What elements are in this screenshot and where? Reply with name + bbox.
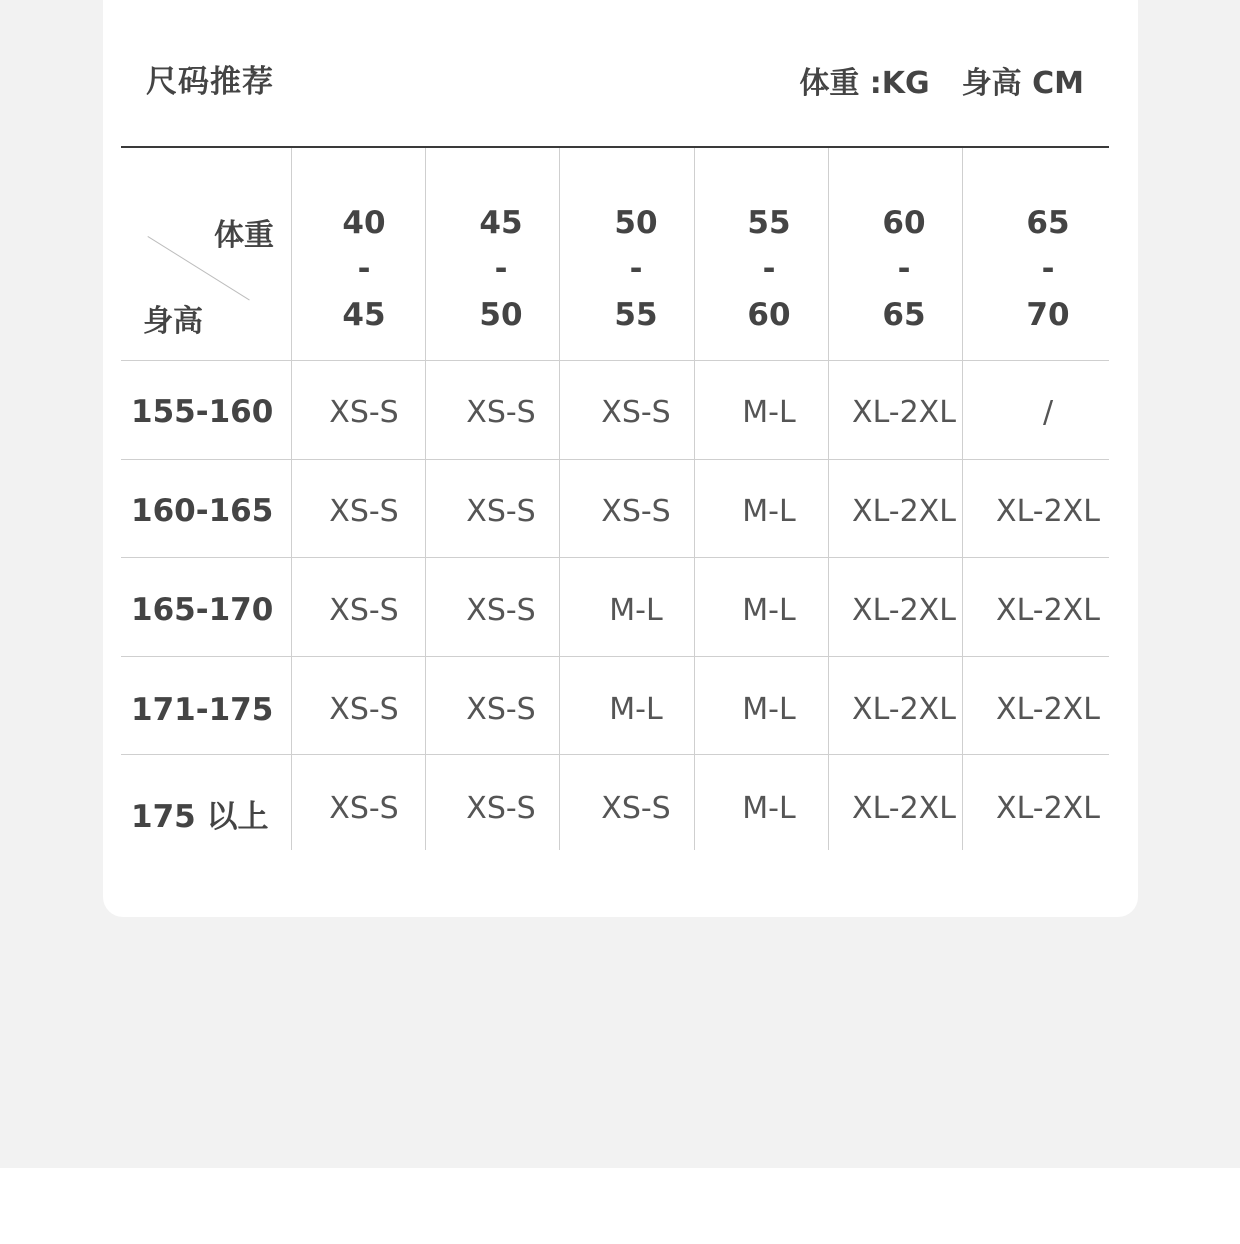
size-cell: M-L xyxy=(609,593,663,628)
height-row-label: 165-170 xyxy=(131,592,274,628)
row-divider xyxy=(121,754,1109,755)
size-cell: / xyxy=(1042,395,1054,430)
weight-from: 50 xyxy=(614,205,658,241)
size-cell: XS-S xyxy=(466,791,536,826)
height-row-label: 175 以上 xyxy=(131,799,269,835)
corner-weight-label: 体重 xyxy=(214,218,274,253)
size-cell: M-L xyxy=(742,791,796,826)
weight-separator: - xyxy=(897,251,911,287)
size-cell: XS-S xyxy=(466,395,536,430)
chart-title: 尺码推荐 xyxy=(146,64,274,100)
size-cell: XL-2XL xyxy=(852,692,956,727)
weight-column-header xyxy=(854,200,954,338)
size-cell: M-L xyxy=(742,692,796,727)
size-cell: XL-2XL xyxy=(852,395,956,430)
size-cell: M-L xyxy=(742,593,796,628)
weight-separator: - xyxy=(762,251,776,287)
weight-to: 65 xyxy=(882,297,926,333)
size-cell: XS-S xyxy=(329,692,399,727)
size-cell: XL-2XL xyxy=(996,494,1100,529)
size-cell: XL-2XL xyxy=(852,494,956,529)
weight-column-header xyxy=(314,200,414,338)
weight-to: 50 xyxy=(479,297,523,333)
weight-from: 65 xyxy=(1026,205,1070,241)
height-unit-label: 身高 CM xyxy=(961,66,1084,101)
weight-separator: - xyxy=(1041,251,1055,287)
size-cell: XS-S xyxy=(601,395,671,430)
size-cell: XS-S xyxy=(466,593,536,628)
weight-to: 55 xyxy=(614,297,658,333)
weight-from: 40 xyxy=(342,205,386,241)
size-cell: XS-S xyxy=(466,494,536,529)
height-row-label: 171-175 xyxy=(131,692,274,728)
size-cell: XS-S xyxy=(329,395,399,430)
size-cell: XS-S xyxy=(329,593,399,628)
size-cell: XL-2XL xyxy=(996,791,1100,826)
weight-column-header xyxy=(998,200,1098,338)
weight-column-header xyxy=(586,200,686,338)
size-cell: XS-S xyxy=(466,692,536,727)
weight-column-header xyxy=(451,200,551,338)
weight-separator: - xyxy=(629,251,643,287)
size-cell: XL-2XL xyxy=(996,593,1100,628)
unit-legend xyxy=(799,58,1084,102)
row-divider xyxy=(121,360,1109,361)
size-cell: XL-2XL xyxy=(852,593,956,628)
height-row-label: 155-160 xyxy=(131,394,274,430)
size-cell: M-L xyxy=(742,494,796,529)
height-row-label: 160-165 xyxy=(131,493,274,529)
size-cell: M-L xyxy=(609,692,663,727)
row-divider xyxy=(121,656,1109,657)
weight-from: 45 xyxy=(479,205,523,241)
row-divider xyxy=(121,459,1109,460)
weight-from: 60 xyxy=(882,205,926,241)
weight-separator: - xyxy=(494,251,508,287)
weight-unit-label: 体重 :KG xyxy=(799,66,930,101)
size-cell: XL-2XL xyxy=(852,791,956,826)
size-cell: XS-S xyxy=(329,494,399,529)
row-divider xyxy=(121,557,1109,558)
weight-to: 60 xyxy=(747,297,791,333)
weight-column-header xyxy=(719,200,819,338)
size-cell: XL-2XL xyxy=(996,692,1100,727)
size-cell: XS-S xyxy=(329,791,399,826)
weight-from: 55 xyxy=(747,205,791,241)
size-cell: XS-S xyxy=(601,791,671,826)
size-cell: XS-S xyxy=(601,494,671,529)
size-cell: M-L xyxy=(742,395,796,430)
weight-to: 70 xyxy=(1026,297,1070,333)
corner-height-label: 身高 xyxy=(143,304,203,339)
column-divider xyxy=(291,148,292,850)
weight-to: 45 xyxy=(342,297,386,333)
weight-separator: - xyxy=(357,251,371,287)
